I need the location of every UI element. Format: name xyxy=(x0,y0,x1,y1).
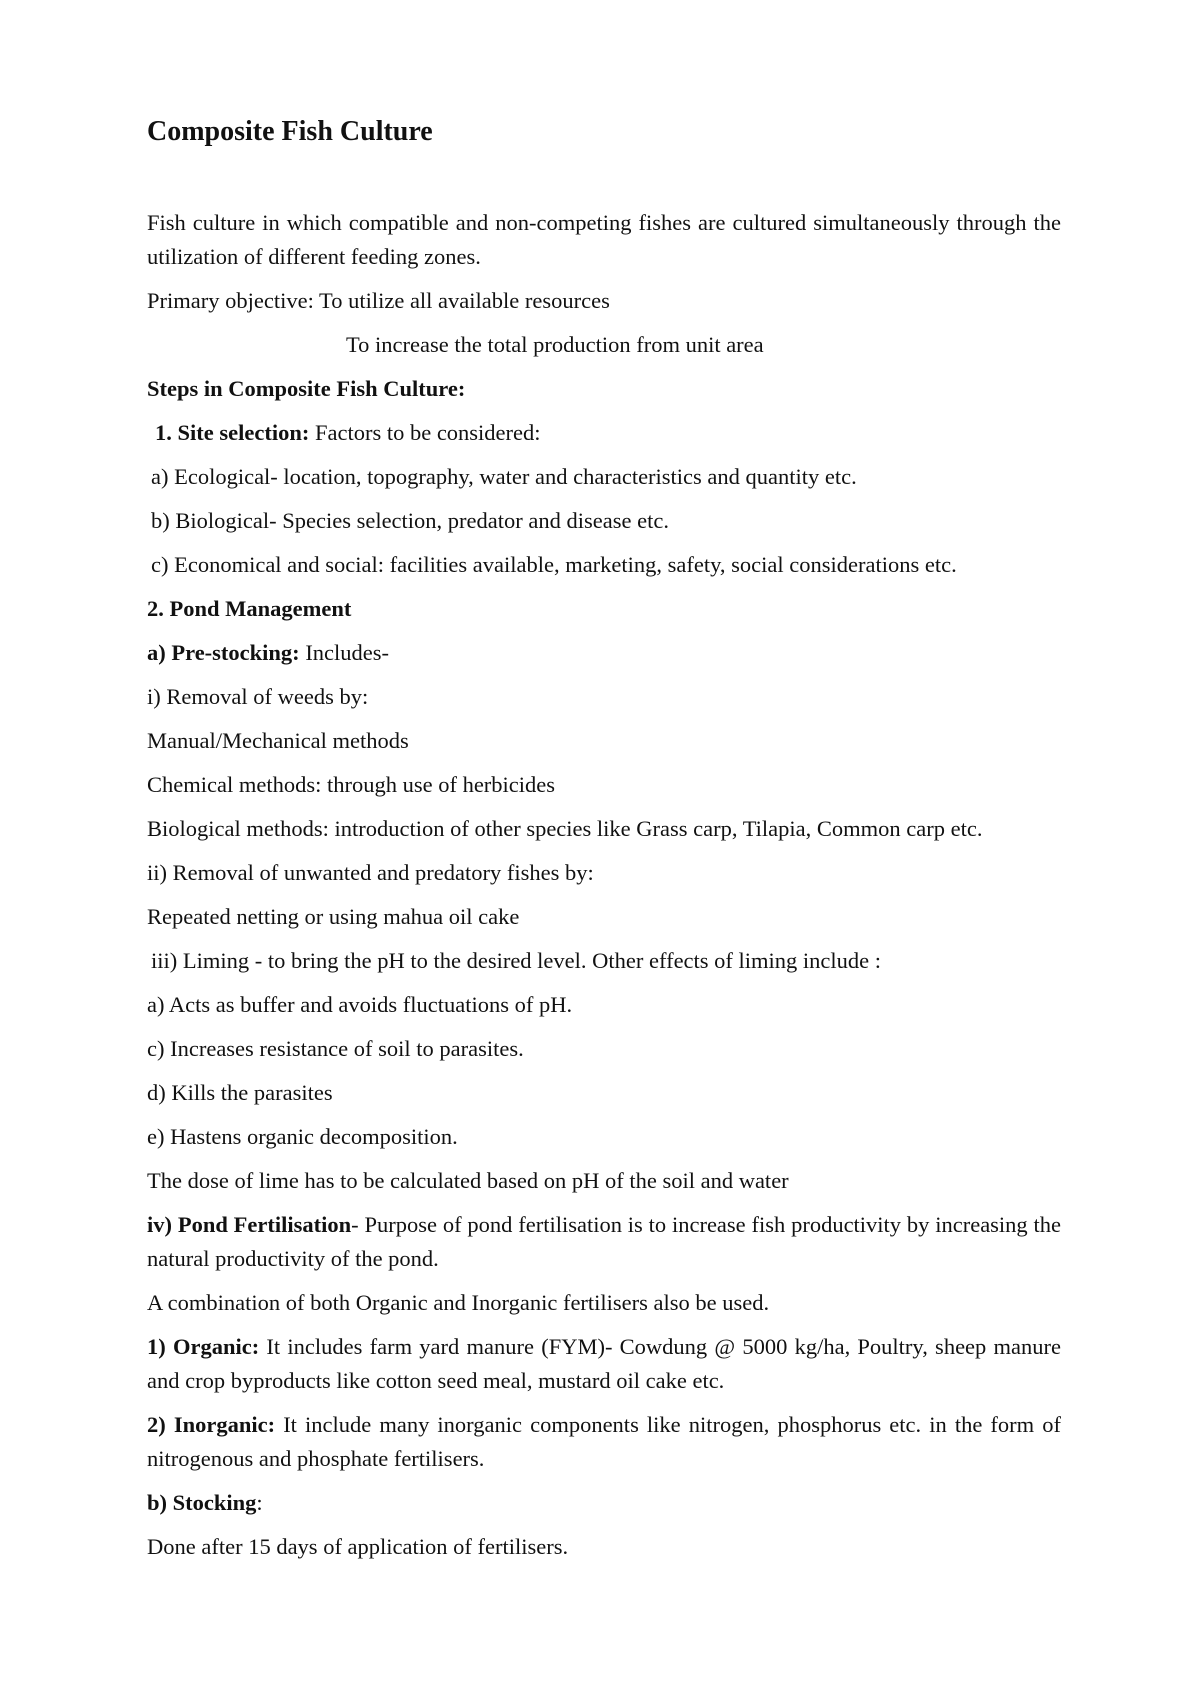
steps-heading: Steps in Composite Fish Culture: xyxy=(147,376,466,401)
inorganic-text: It include many inorganic components like nitrogen, phosphorus etc. in the form of nitrogenous and phosphate fertilisers. xyxy=(147,1412,1061,1471)
combination-line: A combination of both Organic and Inorganic fertilisers also be used. xyxy=(147,1290,770,1315)
document-body xyxy=(147,206,1061,1574)
prestocking-line xyxy=(147,636,1061,670)
intro-paragraph: Fish culture in which compatible and non-competing fishes are cultured simultaneously through the utilization of different feeding zones. xyxy=(147,210,1061,269)
stocking-line xyxy=(147,1486,1061,1520)
objective-line-1: Primary objective: To utilize all available resources xyxy=(147,288,610,313)
weeds-line: i) Removal of weeds by: xyxy=(147,684,369,709)
liming-item-d: d) Kills the parasites xyxy=(147,1080,333,1105)
prestocking-heading: a) Pre-stocking: xyxy=(147,640,300,665)
liming-item-a: a) Acts as buffer and avoids fluctuations of pH. xyxy=(147,992,573,1017)
netting-line: Repeated netting or using mahua oil cake xyxy=(147,904,520,929)
liming-item-e: e) Hastens organic decomposition. xyxy=(147,1124,458,1149)
objective-line-2: To increase the total production from unit area xyxy=(346,332,764,357)
liming-item-c: c) Increases resistance of soil to parasites. xyxy=(147,1036,524,1061)
stocking-heading: b) Stocking xyxy=(147,1490,257,1515)
site-selection-text: Factors to be considered: xyxy=(309,420,541,445)
inorganic-paragraph xyxy=(147,1408,1061,1476)
stocking-colon: : xyxy=(256,1490,263,1515)
document-title: Composite Fish Culture xyxy=(147,116,433,147)
fertilisation-heading: iv) Pond Fertilisation xyxy=(147,1212,352,1237)
chemical-methods-line: Chemical methods: through use of herbicides xyxy=(147,772,556,797)
organic-paragraph xyxy=(147,1330,1061,1398)
organic-text: It includes farm yard manure (FYM)- Cowdung @ 5000 kg/ha, Poultry, sheep manure and crop byproducts like cotton seed meal, mustard oil cake etc. xyxy=(147,1334,1061,1393)
stocking-text: Done after 15 days of application of fertilisers. xyxy=(147,1534,569,1559)
inorganic-heading: 2) Inorganic: xyxy=(147,1412,276,1437)
manual-methods-line: Manual/Mechanical methods xyxy=(147,728,409,753)
lime-dose-line: The dose of lime has to be calculated based on pH of the soil and water xyxy=(147,1168,789,1193)
site-selection-line xyxy=(147,416,1061,450)
site-selection-heading: 1. Site selection: xyxy=(155,420,310,445)
fertilisation-paragraph xyxy=(147,1208,1061,1276)
prestocking-text: Includes- xyxy=(299,640,390,665)
fertilisation-text: - Purpose of pond fertilisation is to increase fish productivity by increasing the natural productivity of the pond. xyxy=(147,1212,1062,1271)
site-item-c: c) Economical and social: facilities available, marketing, safety, social considerations etc. xyxy=(151,552,957,577)
liming-line: iii) Liming - to bring the pH to the desired level. Other effects of liming include : xyxy=(151,948,882,973)
site-item-a: a) Ecological- location, topography, water and characteristics and quantity etc. xyxy=(151,464,857,489)
biological-methods-line: Biological methods: introduction of other species like Grass carp, Tilapia, Common carp etc. xyxy=(147,816,983,841)
pond-management-heading: 2. Pond Management xyxy=(147,596,352,621)
site-item-b: b) Biological- Species selection, predator and disease etc. xyxy=(151,508,669,533)
organic-heading: 1) Organic: xyxy=(147,1334,260,1359)
unwanted-fishes-line: ii) Removal of unwanted and predatory fishes by: xyxy=(147,860,594,885)
